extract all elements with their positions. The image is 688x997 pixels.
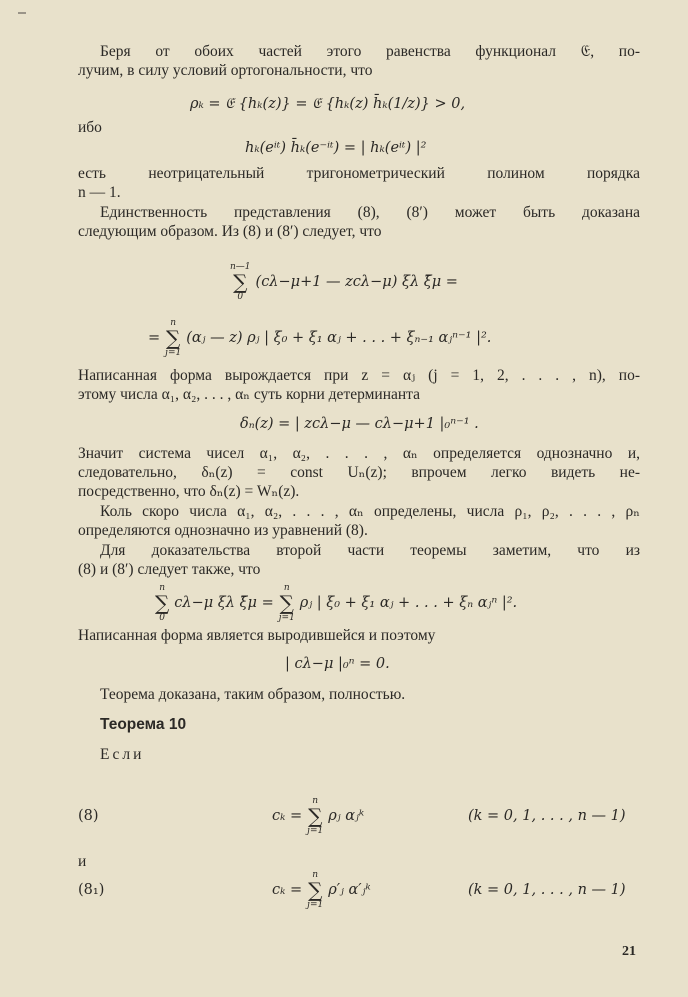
equation-8: cₖ = n ∑ j=1 ρⱼ αⱼᵏ <box>272 796 365 836</box>
text-line: Единственность представления (8), (8′) может быть доказана <box>100 204 640 221</box>
page-number: 21 <box>622 944 636 959</box>
text-line: определяются однозначно из уравнений (8). <box>78 522 368 539</box>
text-line: есть неотрицательный тригонометрический полином порядка <box>78 165 640 182</box>
equation-rho: ρₖ = 𝔈 {hₖ(z)} = 𝔈 {hₖ(z) h̄ₖ(1/z)} > 0, <box>190 96 466 112</box>
text-line: Беря от обоих частей этого равенства функционал 𝔈, по- <box>100 43 640 60</box>
equation-range: (k = 0, 1, . . . , n — 1) <box>468 882 626 898</box>
text-line: n — 1. <box>78 184 121 201</box>
theorem-title: Теорема 10 <box>100 716 187 733</box>
equation-8-1: cₖ = n ∑ j=1 ρ′ⱼ α′ⱼᵏ <box>272 870 371 910</box>
sum-symbol: n—1 ∑ 0 <box>230 262 251 302</box>
text-line: Написанная форма является выродившейся и поэтому <box>78 627 436 644</box>
text-line: этому числа α₁, α₂, . . . , αₙ суть корни детерминанта <box>78 386 421 403</box>
sum-symbol: n ∑ j=1 <box>165 318 182 358</box>
sum-symbol: n ∑ 0 <box>155 583 170 623</box>
text-line: Для доказательства второй части теоремы заметим, что из <box>100 542 640 559</box>
equation-delta: δₙ(z) = | zcλ−μ — cλ−μ+1 |₀ⁿ⁻¹ . <box>240 416 479 432</box>
text-line: (8) и (8′) следует также, что <box>78 561 261 578</box>
text-line: Написанная форма вырождается при z = αⱼ (j = 1, 2, . . . , n), по- <box>78 367 640 384</box>
equation-sum-2: = n ∑ j=1 (αⱼ — z) ρⱼ | ξ₀ + ξ₁ αⱼ + . . . + ξₙ₋₁ αⱼⁿ⁻¹ |². <box>148 318 492 358</box>
text-line: Теорема доказана, таким образом, полностью. <box>100 686 406 703</box>
text-line: и <box>78 853 87 870</box>
sum-symbol: n ∑ j=1 <box>307 796 324 836</box>
text-line: ибо <box>78 119 102 136</box>
equation-sum-3: n ∑ 0 cλ−μ ξλ ξ̄μ = n ∑ j=1 ρⱼ | ξ₀ + ξ₁ αⱼ + . . . + ξₙ αⱼⁿ |². <box>155 583 518 623</box>
text-line: следовательно, δₙ(z) = const Uₙ(z); впрочем легко видеть не- <box>78 464 640 481</box>
scan-mark <box>18 12 26 14</box>
equation-range: (k = 0, 1, . . . , n — 1) <box>468 808 626 824</box>
sum-symbol: n ∑ j=1 <box>278 583 295 623</box>
text-line: Коль скоро числа α₁, α₂, . . . , αₙ определены, числа ρ₁, ρ₂, . . . , ρₙ <box>100 503 640 520</box>
equation-sum-1: n—1 ∑ 0 (cλ−μ+1 — zcλ−μ) ξλ ξ̄μ = <box>230 262 458 302</box>
text-line: лучим, в силу условий ортогональности, что <box>78 62 373 79</box>
text-line: посредственно, что δₙ(z) = Wₙ(z). <box>78 483 300 500</box>
text-line: Если <box>100 746 145 763</box>
text-line: Значит система чисел α₁, α₂, . . . , αₙ определяется однозначно и, <box>78 445 640 462</box>
text-line: следующим образом. Из (8) и (8′) следует, что <box>78 223 382 240</box>
equation-h: hₖ(eⁱᵗ) h̄ₖ(e⁻ⁱᵗ) = | hₖ(eⁱᵗ) |² <box>245 140 427 156</box>
equation-label: (8₁) <box>78 882 105 898</box>
equation-det-zero: | cλ−μ |₀ⁿ = 0. <box>285 656 390 672</box>
equation-label: (8) <box>78 808 99 824</box>
sum-symbol: n ∑ j=1 <box>307 870 324 910</box>
